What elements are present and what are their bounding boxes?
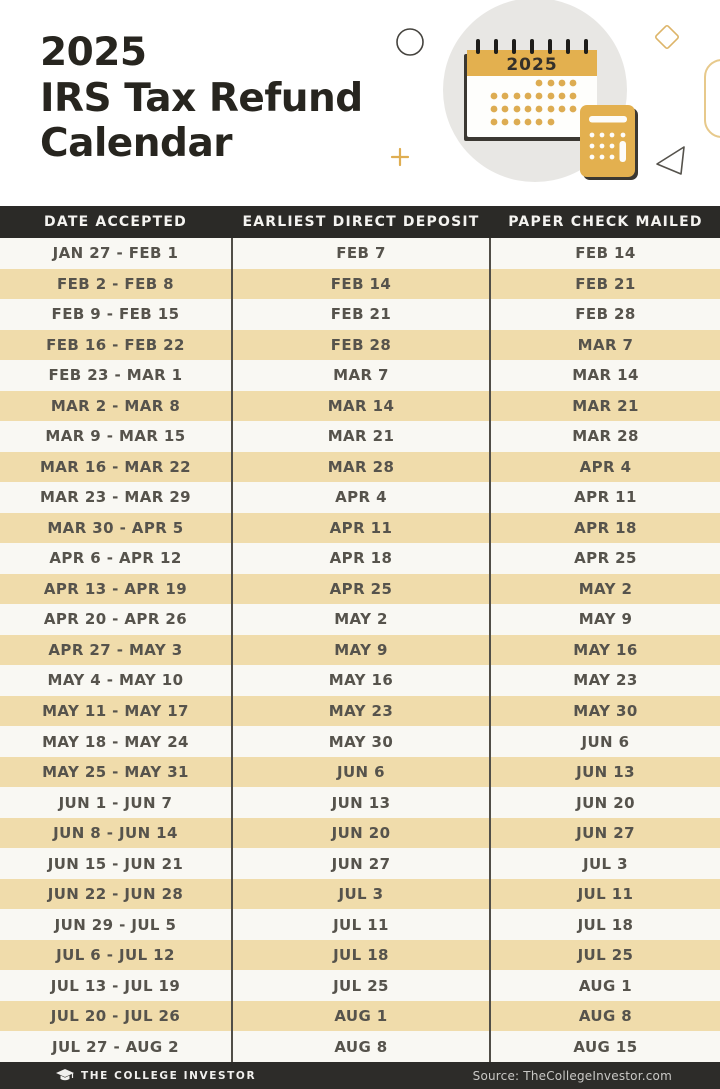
table-cell: JUN 8 - JUN 14 (53, 824, 178, 843)
calculator-icon (580, 105, 638, 180)
table-cell: MAR 7 (231, 360, 491, 391)
table-row (0, 787, 720, 818)
table-cell: JUN 20 (231, 818, 491, 849)
table-cell: FEB 14 (231, 269, 491, 300)
table-body (0, 238, 720, 1062)
graduation-cap-icon (56, 1069, 74, 1083)
table-cell: MAY 2 (578, 579, 633, 598)
table-cell: AUG 1 (231, 1001, 491, 1032)
table-cell: JUL 3 (583, 854, 628, 873)
table-cell: APR 11 (231, 513, 491, 544)
triangle-outline-icon (657, 147, 684, 174)
table-cell: MAR 14 (572, 366, 639, 385)
table-row (0, 299, 720, 330)
page-title (40, 30, 363, 167)
table-row (0, 482, 720, 513)
calendar-icon (464, 39, 597, 141)
table-cell: MAR 23 - MAR 29 (39, 488, 192, 507)
table-cell: MAY 16 (231, 665, 491, 696)
table-cell: JUL 27 - AUG 2 (52, 1037, 179, 1056)
table-row (0, 513, 720, 544)
table-cell: APR 18 (574, 518, 637, 537)
table-row (0, 696, 720, 727)
table-cell: JUN 6 (581, 732, 630, 751)
table-row (0, 970, 720, 1001)
table-row (0, 391, 720, 422)
table-cell: AUG 8 (231, 1031, 491, 1062)
table-cell: MAY 9 (231, 635, 491, 666)
table-cell: MAR 30 - APR 5 (47, 518, 184, 537)
diamond-outline-icon (655, 25, 679, 49)
table-row (0, 421, 720, 452)
column-header-paper-check-mailed: PAPER CHECK MAILED (508, 214, 703, 230)
table-cell: FEB 16 - FEB 22 (46, 335, 185, 354)
table-cell: AUG 1 (578, 976, 633, 995)
table-cell: FEB 21 (231, 299, 491, 330)
table-cell: MAR 21 (231, 421, 491, 452)
table-cell: FEB 28 (575, 305, 636, 324)
circle-outline-icon (397, 29, 423, 55)
table-cell: MAR 16 - MAR 22 (39, 457, 192, 476)
table-cell: JUL 13 - JUL 19 (50, 976, 181, 995)
brand-name: THE COLLEGE INVESTOR (81, 1069, 257, 1082)
table-cell: FEB 21 (575, 274, 636, 293)
calendar-calculator-illustration (380, 0, 720, 206)
table-row (0, 940, 720, 971)
table-cell: MAY 25 - MAY 31 (42, 763, 189, 782)
table-cell: APR 4 (231, 482, 491, 513)
table-cell: MAY 18 - MAY 24 (42, 732, 189, 751)
table-cell: FEB 23 - MAR 1 (48, 366, 183, 385)
table-cell: AUG 8 (578, 1007, 633, 1026)
table-cell: MAY 23 (573, 671, 638, 690)
table-cell: JUN 15 - JUN 21 (47, 854, 184, 873)
column-header-date-accepted: DATE ACCEPTED (44, 214, 187, 230)
table-cell: JUL 18 (231, 940, 491, 971)
table-cell: MAY 30 (573, 701, 638, 720)
title-line-2: IRS Tax Refund (40, 75, 363, 121)
table-cell: JUL 11 (577, 885, 634, 904)
table-cell: JUN 13 (231, 787, 491, 818)
table-cell: JUL 3 (231, 879, 491, 910)
table-cell: JUL 6 - JUL 12 (56, 946, 175, 965)
table-cell: JUN 22 - JUN 28 (47, 885, 184, 904)
rounded-rect-outline-icon (705, 60, 720, 137)
table-cell: MAR 9 - MAR 15 (45, 427, 186, 446)
table-cell: APR 25 (231, 574, 491, 605)
table-cell: FEB 14 (575, 244, 636, 263)
table-row (0, 604, 720, 635)
table-cell: APR 20 - APR 26 (43, 610, 188, 629)
table-cell: FEB 7 (231, 238, 491, 269)
table-cell: JAN 27 - FEB 1 (52, 244, 179, 263)
table-cell: MAY 9 (578, 610, 633, 629)
table-cell: MAR 21 (572, 396, 639, 415)
table-cell: JUN 27 (231, 848, 491, 879)
table-row (0, 818, 720, 849)
calendar-year-label: 2025 (506, 55, 558, 75)
table-cell: APR 18 (231, 543, 491, 574)
table-cell: JUL 11 (231, 909, 491, 940)
table-cell: FEB 2 - FEB 8 (56, 274, 175, 293)
table-cell: JUL 18 (577, 915, 634, 934)
table-cell: AUG 15 (573, 1037, 638, 1056)
table-cell: MAY 16 (573, 640, 638, 659)
table-cell: MAY 23 (231, 696, 491, 727)
table-cell: MAR 2 - MAR 8 (50, 396, 181, 415)
table-header (0, 206, 720, 238)
table-cell: MAR 7 (577, 335, 634, 354)
table-row (0, 238, 720, 269)
table-cell: JUN 20 (576, 793, 635, 812)
table-cell: MAR 28 (572, 427, 639, 446)
source-credit: Source: TheCollegeInvestor.com (472, 1068, 672, 1083)
table-cell: MAY 30 (231, 726, 491, 757)
table-cell: JUL 25 (577, 946, 634, 965)
table-cell: JUN 6 (231, 757, 491, 788)
plus-icon (392, 149, 408, 165)
table-cell: JUL 25 (231, 970, 491, 1001)
table-cell: MAR 28 (231, 452, 491, 483)
table-cell: FEB 28 (231, 330, 491, 361)
header-section (0, 0, 720, 206)
table-row (0, 543, 720, 574)
table-cell: APR 13 - APR 19 (43, 579, 188, 598)
table-row (0, 452, 720, 483)
table-cell: MAR 14 (231, 391, 491, 422)
table-row (0, 1001, 720, 1032)
table-row (0, 665, 720, 696)
table-cell: JUN 29 - JUL 5 (54, 915, 177, 934)
table-cell: MAY 11 - MAY 17 (42, 701, 189, 720)
table-cell: APR 11 (574, 488, 637, 507)
table-row (0, 726, 720, 757)
table-cell: JUN 13 (576, 763, 635, 782)
table-cell: MAY 4 - MAY 10 (47, 671, 184, 690)
table-row (0, 879, 720, 910)
table-row (0, 909, 720, 940)
table-row (0, 1031, 720, 1062)
table-cell: APR 4 (579, 457, 632, 476)
table-cell: JUN 27 (576, 824, 635, 843)
column-header-earliest-direct-deposit: EARLIEST DIRECT DEPOSIT (242, 214, 480, 230)
table-row (0, 635, 720, 666)
table-row (0, 757, 720, 788)
brand-logo (56, 1069, 256, 1083)
table-cell: FEB 9 - FEB 15 (51, 305, 180, 324)
title-line-3: Calendar (40, 121, 232, 167)
footer (0, 1062, 720, 1089)
table-row (0, 360, 720, 391)
table-row (0, 330, 720, 361)
table-cell: JUN 1 - JUN 7 (58, 793, 173, 812)
table-row (0, 269, 720, 300)
table-cell: JUL 20 - JUL 26 (50, 1007, 181, 1026)
table-row (0, 848, 720, 879)
table-cell: APR 27 - MAY 3 (48, 640, 183, 659)
table-cell: APR 25 (574, 549, 637, 568)
title-line-1: 2025 (40, 30, 147, 75)
table-cell: MAY 2 (231, 604, 491, 635)
table-cell: APR 6 - APR 12 (49, 549, 182, 568)
table-row (0, 574, 720, 605)
